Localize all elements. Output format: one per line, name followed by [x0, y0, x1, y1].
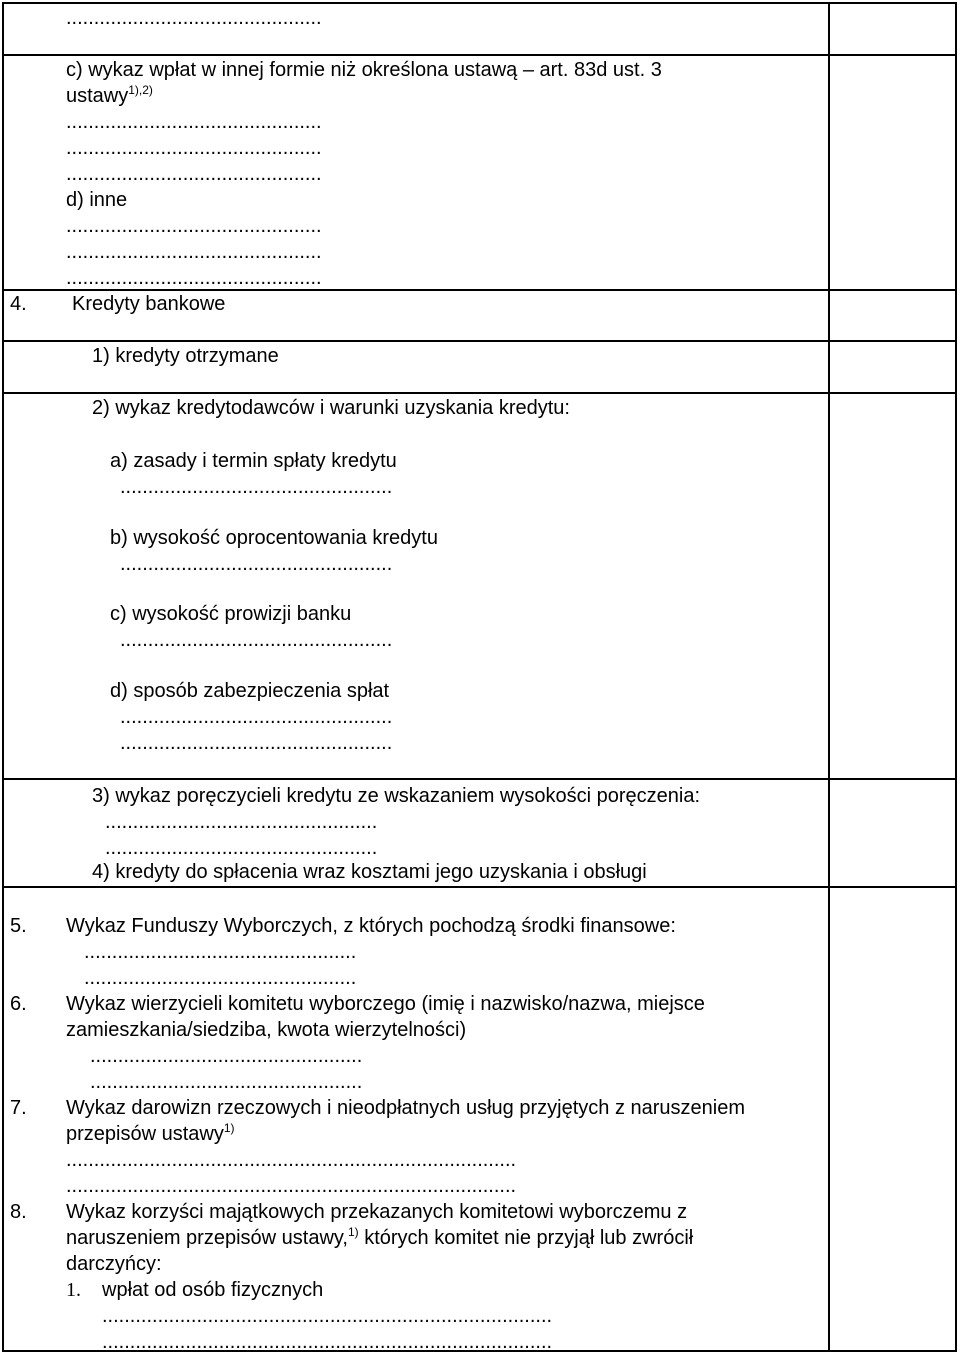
dotted-line: .............................................. [66, 215, 322, 237]
subitem-text: a) zasady i termin spłaty kredytu [110, 450, 397, 472]
dotted-line: ................................................................................. [66, 1175, 517, 1197]
dotted-line: ................................................. [105, 811, 378, 833]
dotted-line: ................................................. [120, 706, 393, 728]
dotted-line: .............................................. [66, 241, 322, 263]
section-title: Wykaz wierzycieli komitetu wyborczego (imię i nazwisko/nazwa, miejsce [66, 993, 705, 1015]
dotted-line: ................................................. [90, 1045, 363, 1067]
subitem-text: d) sposób zabezpieczenia spłat [110, 680, 390, 702]
section-number: 4. [10, 293, 27, 315]
dotted-line: ................................................. [90, 1071, 363, 1093]
dotted-line: .............................................. [66, 137, 322, 159]
row-divider [2, 778, 957, 780]
section-title: Kredyty bankowe [72, 293, 226, 315]
subitem-text: wpłat od osób fizycznych [102, 1279, 324, 1301]
subitem-text: 1) kredyty otrzymane [92, 345, 279, 367]
dotted-line: ................................................. [120, 629, 393, 651]
section-number: 8. [10, 1201, 27, 1223]
dotted-line: ................................................. [105, 837, 378, 859]
dotted-line: .............................................. [66, 163, 322, 185]
subitem-text: 3) wykaz poręczycieli kredytu ze wskazaniem wysokości poręczenia: [92, 785, 701, 807]
subitem-number: 1. [66, 1279, 81, 1301]
section-number: 7. [10, 1097, 27, 1119]
dotted-line: ................................................. [84, 967, 357, 989]
section-title: Wykaz korzyści majątkowych przekazanych komitetowi wyborczemu z [66, 1201, 688, 1223]
section-title-cont: darczyńcy: [66, 1253, 162, 1275]
dotted-line: ................................................................................. [102, 1305, 553, 1327]
item-c-continuation: ustawy$^{1),2)}$ [66, 83, 153, 107]
subitem-text: 2) wykaz kredytodawców i warunki uzyskania kredytu: [92, 397, 570, 419]
dotted-line: ................................................. [84, 941, 357, 963]
row-divider [2, 54, 957, 56]
column-divider [828, 2, 830, 1352]
section-title-cont: przepisów ustawy$^{1)}$ [66, 1121, 235, 1145]
dotted-line: ................................................. [120, 732, 393, 754]
section-title: Wykaz Funduszy Wyborczych, z których pochodzą środki finansowe: [66, 915, 676, 937]
row-divider [2, 886, 957, 888]
section-title-cont: zamieszkania/siedziba, kwota wierzytelności) [66, 1019, 467, 1041]
subitem-text: b) wysokość oprocentowania kredytu [110, 527, 438, 549]
subitem-text: 4) kredyty do spłacenia wraz kosztami jego uzyskania i obsługi [92, 861, 647, 883]
item-d-text: d) inne [66, 189, 128, 211]
dotted-line: .............................................. [66, 267, 322, 289]
dotted-line: ................................................................................. [66, 1149, 517, 1171]
dotted-line: .............................................. [66, 7, 322, 29]
row-divider [2, 340, 957, 342]
section-title: Wykaz darowizn rzeczowych i nieodpłatnych usług przyjętych z naruszeniem [66, 1097, 746, 1119]
dotted-line: .............................................. [66, 111, 322, 133]
item-c-text: c) wykaz wpłat w innej formie niż określona ustawą – art. 83d ust. 3 [66, 59, 662, 81]
row-divider [2, 392, 957, 394]
dotted-line: ................................................. [120, 553, 393, 575]
subitem-text: c) wysokość prowizji banku [110, 603, 352, 625]
dotted-line: ................................................................................. [102, 1331, 553, 1353]
section-number: 6. [10, 993, 27, 1015]
section-number: 5. [10, 915, 27, 937]
section-title-cont: naruszeniem przepisów ustawy,$^{1)}$ których komitet nie przyjął lub zwrócił [66, 1225, 694, 1249]
dotted-line: ................................................. [120, 476, 393, 498]
